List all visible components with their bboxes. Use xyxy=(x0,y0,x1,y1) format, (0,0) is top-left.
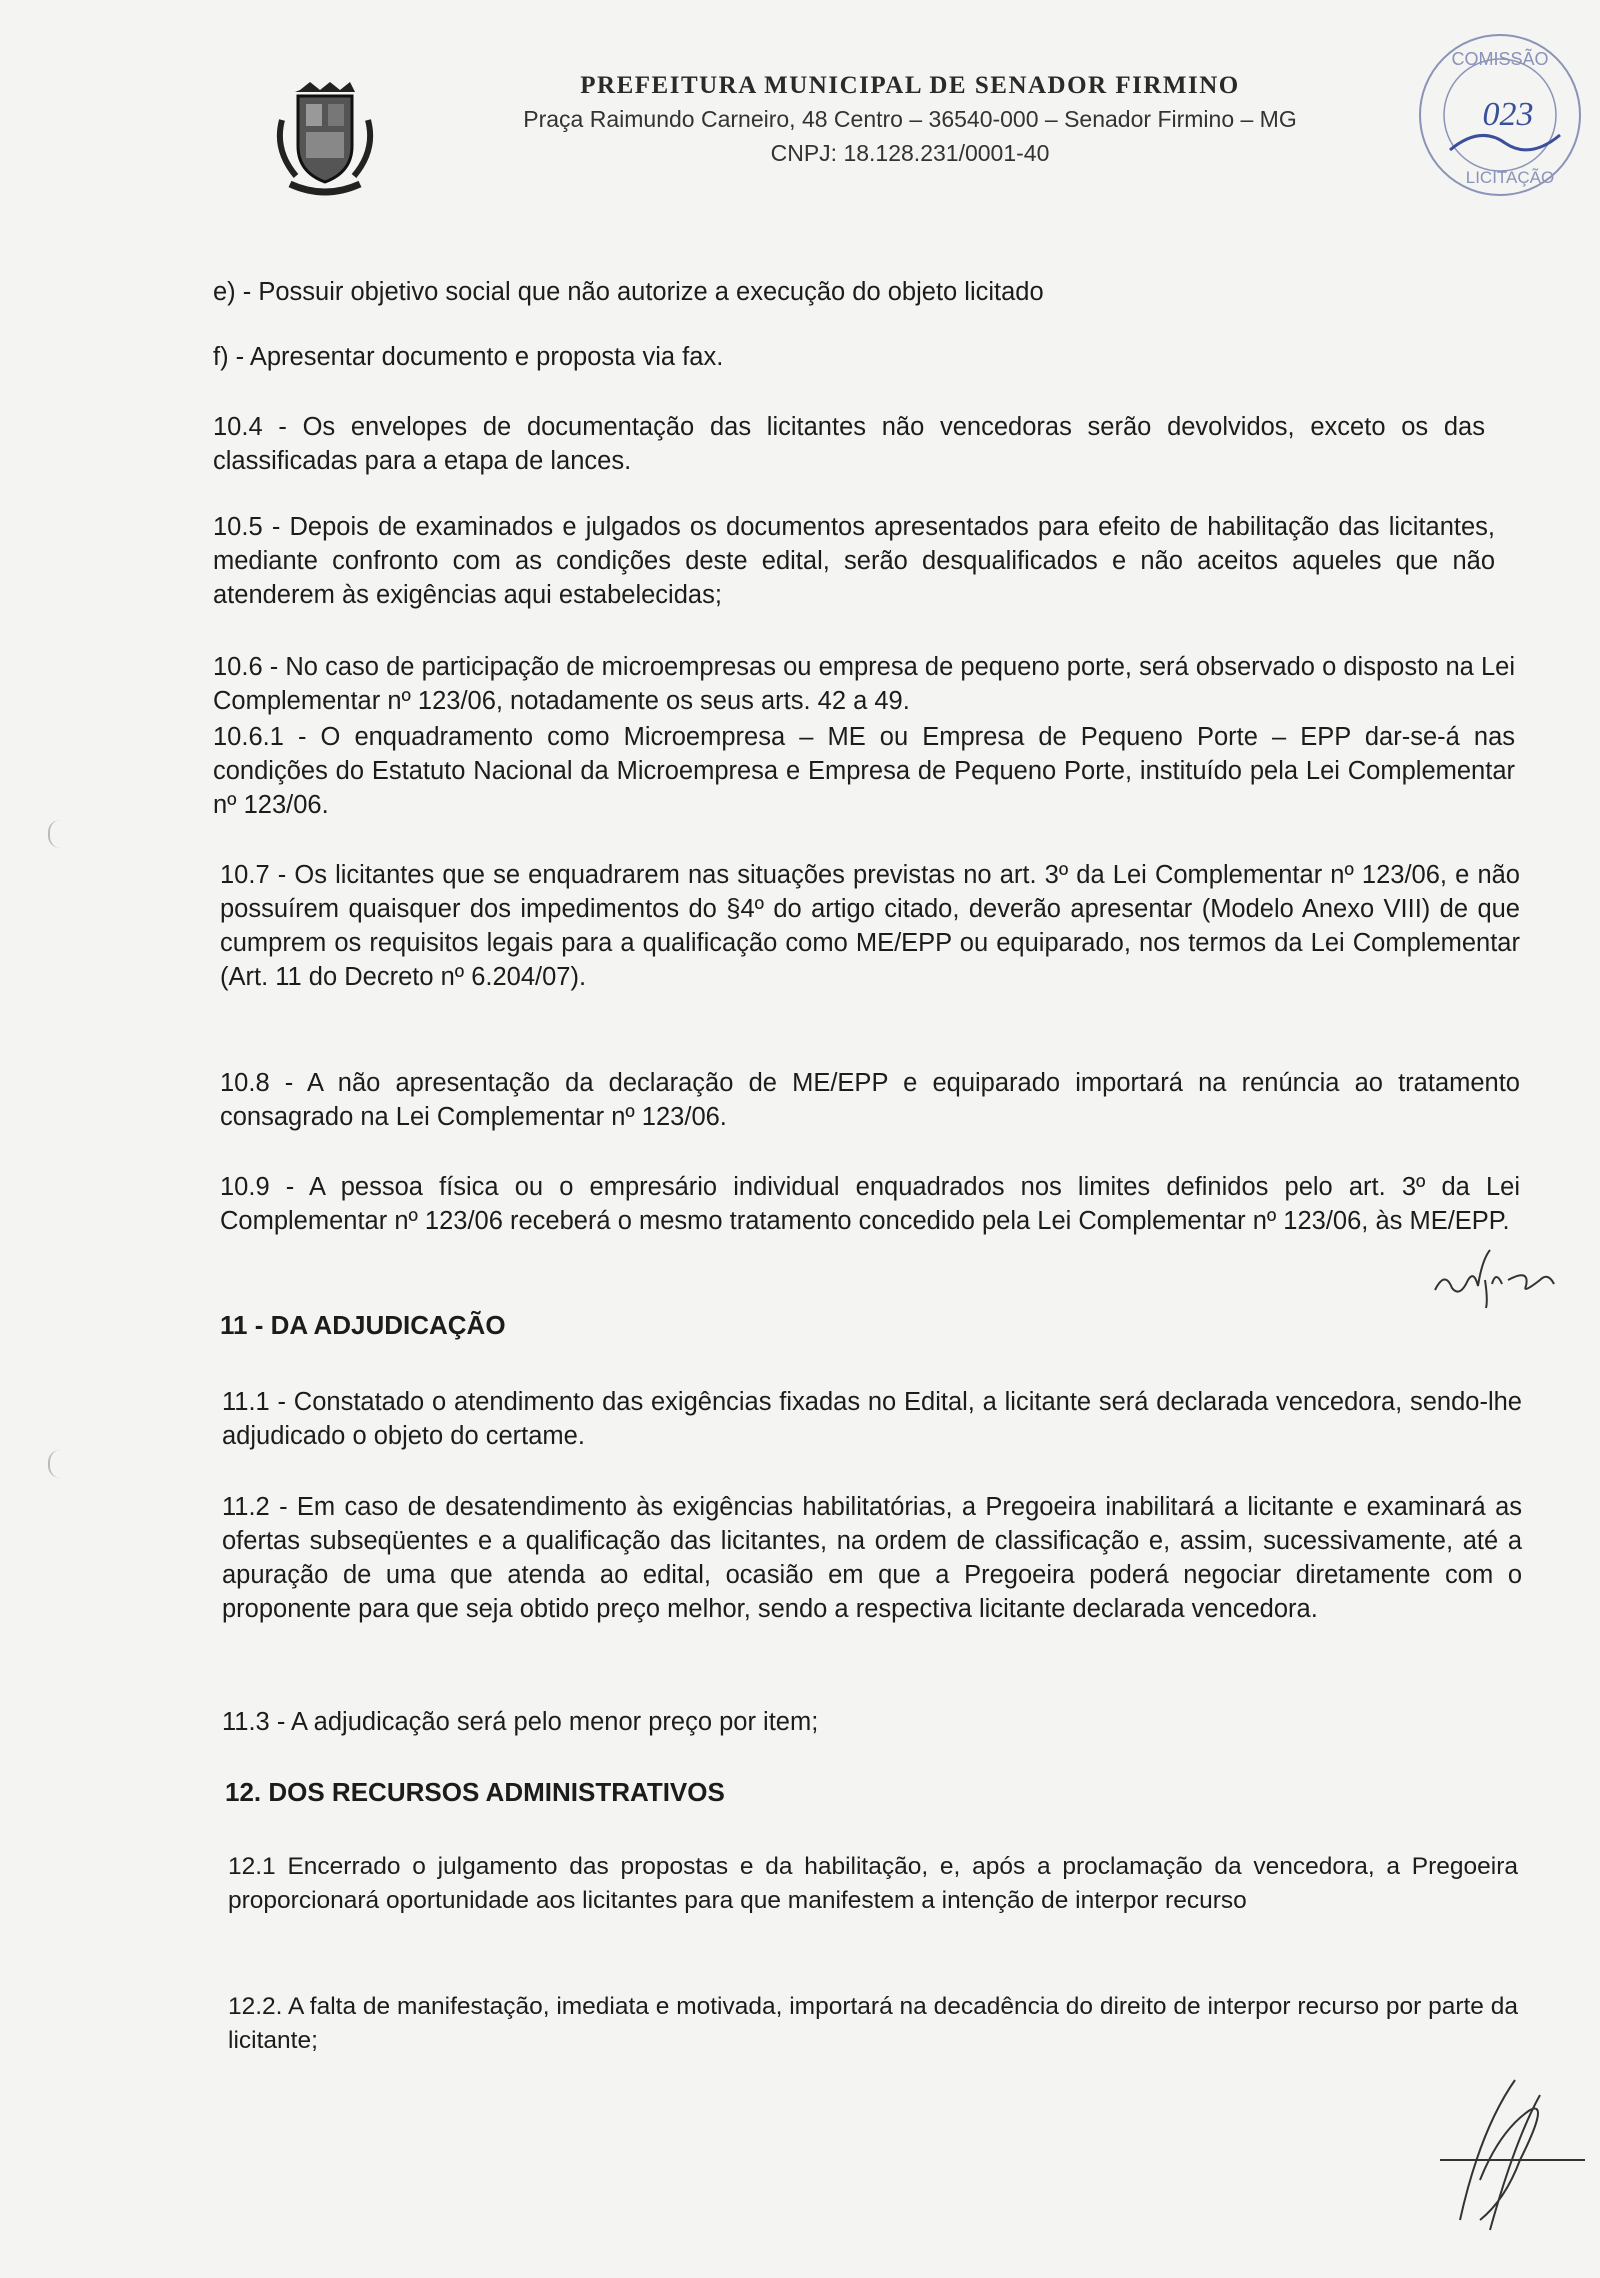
org-address: Praça Raimundo Carneiro, 48 Centro – 36540-000 – Senador Firmino – MG xyxy=(523,106,1297,132)
clause-10-6: 10.6 - No caso de participação de microempresas ou empresa de pequeno porte, será observado o disposto na Lei Complementar nº 123/06, notadamente os seus arts. 42 a 49. xyxy=(213,653,1515,715)
handwritten-initials xyxy=(1430,1240,1580,1310)
clause-10-5: 10.5 - Depois de examinados e julgados os documentos apresentados para efeito de habilitação das licitantes, mediante confronto com as condições deste edital, serão desqualificados e não aceitos aqueles que não atenderem às exigências aqui estabelecidas; xyxy=(213,513,1495,609)
letterhead xyxy=(400,72,1420,172)
stamp-number: 023 xyxy=(1482,96,1534,133)
clause-10-6-1: 10.6.1 - O enquadramento como Microempresa – ME ou Empresa de Pequeno Porte – EPP dar-se-á nas condições do Estatuto Nacional da Microempresa e Empresa de Pequeno Porte, instituído pela Lei Complementar nº 123/06. xyxy=(213,723,1515,819)
clause-11-2: 11.2 - Em caso de desatendimento às exigências habilitatórias, a Pregoeira inabilitará a licitante e examinará as ofertas subseqüentes e a qualificação das licitantes, na ordem de classificação e, assim, sucessivamente, até a apuração de uma que atenda ao edital, ocasião em que a Pregoeira poderá negociar diretamente com o proponente para que seja obtido preço melhor, sendo a respectiva licitante declarada vencedora. xyxy=(222,1493,1522,1623)
commission-stamp xyxy=(1410,25,1590,205)
handwritten-signature xyxy=(1420,2070,1590,2240)
clause-10-9: 10.9 - A pessoa física ou o empresário individual enquadrados nos limites definidos pelo art. 3º da Lei Complementar nº 123/06 receberá o mesmo tratamento concedido pela Lei Complementar nº 123/06, às ME/EPP. xyxy=(220,1173,1520,1235)
municipal-crest-logo xyxy=(270,80,380,200)
margin-mark xyxy=(48,820,68,848)
stamp-top-text: COMISSÃO xyxy=(1451,49,1549,69)
clause-12-2: 12.2. A falta de manifestação, imediata e motivada, importará na decadência do direito de interpor recurso por parte da licitante; xyxy=(228,1993,1518,2054)
clause-11-1: 11.1 - Constatado o atendimento das exigências fixadas no Edital, a licitante será declarada vencedora, sendo-lhe adjudicado o objeto do certame. xyxy=(222,1388,1522,1450)
clause-11-3: 11.3 - A adjudicação será pelo menor preço por item; xyxy=(222,1708,819,1736)
clause-10-8: 10.8 - A não apresentação da declaração de ME/EPP e equiparado importará na renúncia ao tratamento consagrado na Lei Complementar nº 123/06. xyxy=(220,1069,1520,1131)
org-cnpj: CNPJ: 18.128.231/0001-40 xyxy=(770,140,1050,166)
section-heading-12: 12. DOS RECURSOS ADMINISTRATIVOS xyxy=(225,1777,725,1807)
section-heading-11: 11 - DA ADJUDICAÇÃO xyxy=(220,1310,506,1340)
item-e: e) - Possuir objetivo social que não autorize a execução do objeto licitado xyxy=(213,278,1044,306)
clause-10-7: 10.7 - Os licitantes que se enquadrarem nas situações previstas no art. 3º da Lei Complementar nº 123/06, e não possuírem quaisquer dos impedimentos do §4º do artigo citado, deverão apresentar (Modelo Anexo VIII) de que cumprem os requisitos legais para a qualificação como ME/EPP ou equiparado, nos termos da Lei Complementar (Art. 11 do Decreto nº 6.204/07). xyxy=(220,861,1520,991)
clause-10-4: 10.4 - Os envelopes de documentação das licitantes não vencedoras serão devolvidos, exceto os das classificadas para a etapa de lances. xyxy=(213,413,1485,475)
org-name: PREFEITURA MUNICIPAL DE SENADOR FIRMINO xyxy=(580,72,1240,99)
stamp-bottom-text: LICITAÇÃO xyxy=(1465,168,1555,187)
clause-12-1: 12.1 Encerrado o julgamento das propostas e da habilitação, e, após a proclamação da vencedora, a Pregoeira proporcionará oportunidade aos licitantes para que manifestem a intenção de interpor recurso xyxy=(228,1853,1518,1914)
margin-mark xyxy=(48,1450,68,1478)
item-f: f) - Apresentar documento e proposta via fax. xyxy=(213,343,724,371)
